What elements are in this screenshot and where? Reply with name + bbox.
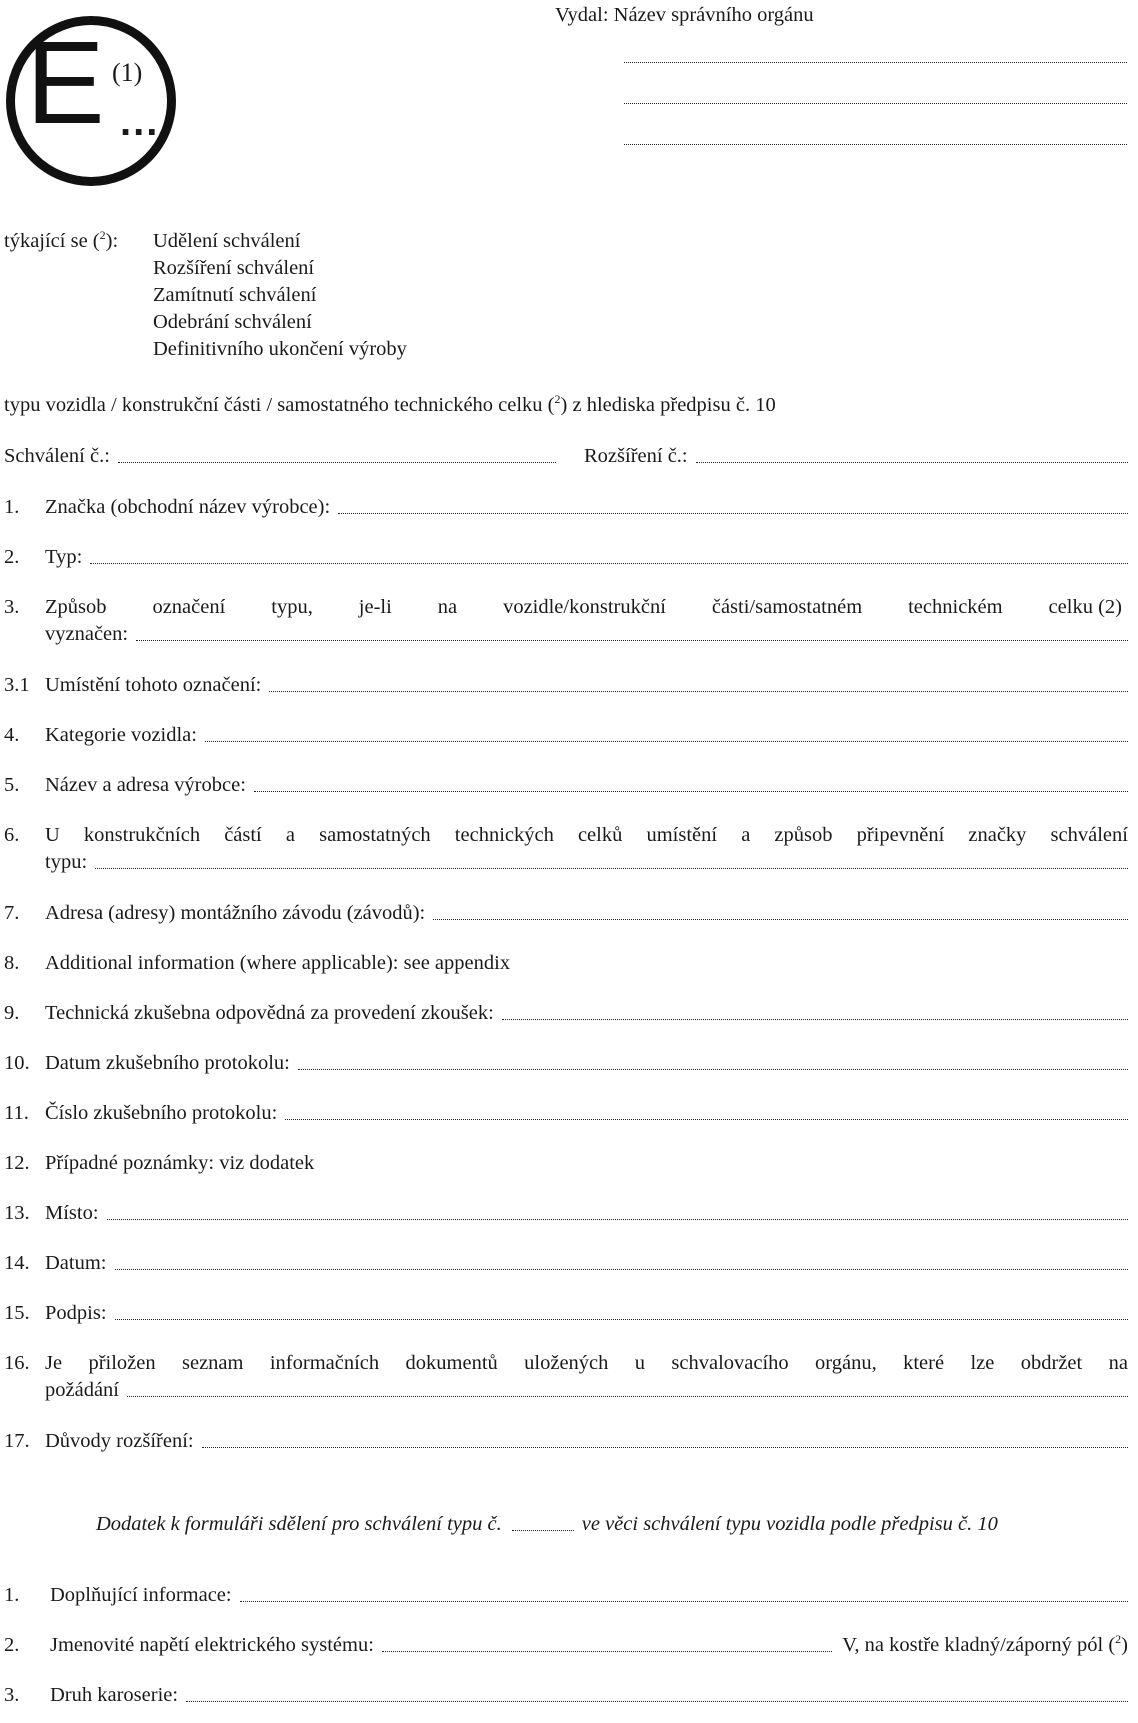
item-number: 13.	[4, 1202, 30, 1224]
item-number: 11.	[4, 1102, 29, 1124]
appendix-item-1-field[interactable]	[4, 1582, 1128, 1608]
item-number: 8.	[4, 952, 20, 974]
appendix-number-field[interactable]	[512, 1529, 574, 1531]
item-label: Additional information (where applicable): see appendix	[45, 952, 511, 974]
item-number: 15.	[4, 1302, 30, 1324]
item-5-field[interactable]	[4, 772, 1128, 798]
item-number: 5.	[4, 774, 20, 796]
item-number: 9.	[4, 1002, 20, 1024]
item-label: Podpis:	[45, 1302, 107, 1324]
item-number: 17.	[4, 1430, 30, 1452]
item-4-field[interactable]	[4, 722, 1128, 748]
item-label: Důvody rozšíření:	[45, 1430, 194, 1452]
item-label: Jmenovité napětí elektrického systému:	[50, 1634, 374, 1656]
item-suffix: V, na kostře kladný/záporný pól ($^2$)	[842, 1632, 1128, 1656]
item-16-field[interactable]	[45, 1377, 1128, 1403]
item-8	[4, 950, 510, 976]
extension-number-label: Rozšíření č.:	[584, 445, 688, 467]
item-15-field[interactable]	[4, 1300, 1128, 1326]
item-label: Druh karoserie:	[50, 1684, 179, 1706]
item-2-field[interactable]	[4, 544, 1128, 570]
item-16-label: Je přiložen seznam informačních dokumentů uložených u schvalovacího orgánu, které lze obdržet na	[45, 1352, 1128, 1374]
approval-number-label: Schválení č.:	[4, 445, 110, 467]
item-label: Datum:	[45, 1252, 107, 1274]
item-3-1-field[interactable]	[4, 672, 1128, 698]
item-number: 3.	[4, 1684, 20, 1706]
appendix-title	[96, 1511, 1076, 1537]
item-3-label: Způsob označení typu, je-li na vozidle/konstrukční části/samostatném technickém celku (2)	[45, 596, 1122, 618]
appendix-item-3-field[interactable]	[4, 1682, 1128, 1708]
item-number: 3.1	[4, 674, 30, 696]
appendix-title-end: ve věci schválení typu vozidla podle předpisu č. 10	[581, 1513, 998, 1535]
item-number: 10.	[4, 1052, 30, 1074]
approval-number-field[interactable]	[4, 443, 556, 469]
item-number: 2.	[4, 546, 20, 568]
item-number: 6.	[4, 824, 20, 846]
concerning-option: Rozšíření schválení	[153, 257, 315, 279]
item-number: 12.	[4, 1152, 30, 1174]
item-6-field[interactable]	[45, 849, 1128, 875]
concerning-option: Zamítnutí schválení	[153, 284, 317, 306]
concerning-option: Udělení schválení	[153, 230, 301, 252]
item-13-field[interactable]	[4, 1200, 1128, 1226]
item-label-continuation: požádání	[45, 1379, 119, 1401]
e-approval-mark-dots: ...	[120, 100, 160, 144]
item-label: Adresa (adresy) montážního závodu (závodů):	[45, 902, 426, 924]
item-label: Typ:	[45, 546, 83, 568]
item-9-field[interactable]	[4, 1000, 1128, 1026]
item-label: Kategorie vozidla:	[45, 724, 197, 746]
item-label: Technická zkušebna odpovědná za provedení zkoušek:	[45, 1002, 494, 1024]
item-label: Doplňující informace:	[50, 1584, 232, 1606]
item-label-continuation: vyznačen:	[45, 623, 129, 645]
item-number: 3.	[4, 596, 20, 618]
item-label: Název a adresa výrobce:	[45, 774, 246, 796]
item-number: 1.	[4, 1584, 20, 1606]
extension-number-field[interactable]	[584, 443, 1128, 469]
appendix-item-2-field[interactable]	[4, 1632, 1128, 1658]
item-17-field[interactable]	[4, 1428, 1128, 1454]
issuer-dotted-line-1[interactable]	[624, 62, 1127, 63]
e-approval-mark-letter: E	[26, 17, 105, 149]
item-label: Případné poznámky: viz dodatek	[45, 1152, 315, 1174]
item-label: Umístění tohoto označení:	[45, 674, 262, 696]
item-number: 2.	[4, 1634, 20, 1656]
item-number: 1.	[4, 496, 20, 518]
item-label: Místo:	[45, 1202, 99, 1224]
type-line: typu vozidla / konstrukční části / samostatného technického celku ($^2$) z hlediska předpisu č. 10	[4, 392, 776, 416]
item-3-field[interactable]	[45, 621, 1128, 647]
item-label: Datum zkušebního protokolu:	[45, 1052, 290, 1074]
appendix-title-start: Dodatek k formuláři sdělení pro schválení typu č.	[96, 1513, 502, 1535]
item-label-continuation: typu:	[45, 851, 88, 873]
item-6-label: U konstrukčních částí a samostatných technických celků umístění a způsob připevnění značky schválení	[45, 824, 1128, 846]
item-number: 4.	[4, 724, 20, 746]
item-label: Značka (obchodní název výrobce):	[45, 496, 331, 518]
e-approval-mark-note: (1)	[112, 58, 143, 87]
concerning-option: Definitivního ukončení výroby	[153, 338, 407, 360]
issued-by: Vydal: Název správního orgánu	[555, 4, 814, 26]
item-11-field[interactable]	[4, 1100, 1128, 1126]
item-number: 7.	[4, 902, 20, 924]
item-1-field[interactable]	[4, 494, 1128, 520]
item-number: 16.	[4, 1352, 30, 1374]
item-14-field[interactable]	[4, 1250, 1128, 1276]
item-10-field[interactable]	[4, 1050, 1128, 1076]
issuer-dotted-line-3[interactable]	[624, 144, 1127, 145]
item-label: Číslo zkušebního protokolu:	[45, 1102, 278, 1124]
item-number: 14.	[4, 1252, 30, 1274]
issuer-dotted-line-2[interactable]	[624, 103, 1127, 104]
concerning-label: týkající se ($^2$):	[4, 228, 119, 252]
concerning-option: Odebrání schválení	[153, 311, 312, 333]
item-7-field[interactable]	[4, 900, 1128, 926]
item-12	[4, 1150, 314, 1176]
